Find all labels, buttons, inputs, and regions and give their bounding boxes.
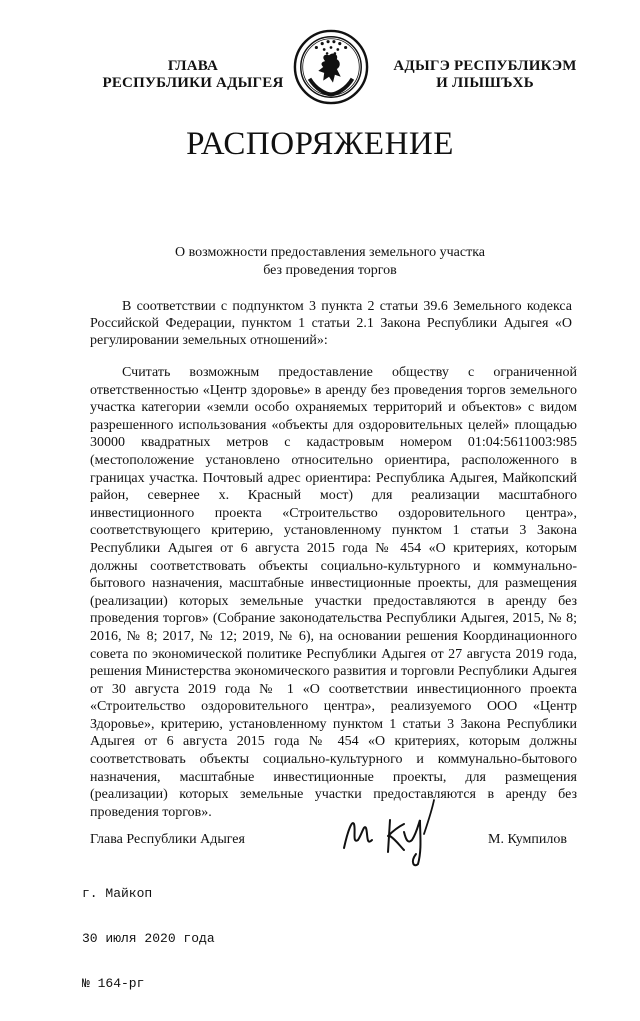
handwritten-signature bbox=[338, 790, 458, 870]
subject-line2: без проведения торгов bbox=[263, 263, 397, 278]
stamp-number: № 164-рг bbox=[82, 976, 145, 991]
subject-line1: О возможности предоставления земельного участка bbox=[174, 245, 486, 260]
signatory-name: М. Кумпилов bbox=[488, 832, 567, 847]
header-right bbox=[380, 58, 590, 92]
coat-of-arms-icon bbox=[292, 28, 370, 106]
header-left-line1: ГЛАВА bbox=[167, 58, 219, 74]
signatory-role: Глава Республики Адыгея bbox=[90, 832, 245, 847]
document-title: РАСПОРЯЖЕНИЕ bbox=[186, 126, 454, 162]
header-right-line2: И ЛІЫШЪХЬ bbox=[436, 75, 534, 91]
stamp-city: г. Майкоп bbox=[82, 886, 153, 901]
body-paragraph-2: Считать возможным предоставление обществу с ограниченной ответственностью «Центр здоровье» в аренду без проведения торгов земельного участка категории «земли особо охраняемых территорий и объектов» с видом разрешенного использования «объекты для оздоровительных целей» площадью 30000 квадратных метров с кадастровым номером 01:04:5611003:985 (местоположение установлено относительно ориентира, расположенного в границах участка. Почтовый адрес ориентира: Республика Адыгея, Майкопский район, севернее х. Красный мост) для реализации масштабного инвестиционного проекта «Строительство оздоровительного центра», соответствующего критерию, установленному пунктом 1 статьи 3 Закона Республики Адыгея от 6 августа 2015 года № 454 «О критериях, которым должны соответствовать объекты социально-культурного и коммунально-бытового назначения, масштабные инвестиционные проекты, для размещения (реализации) которых земельные участки предоставляются в аренду без проведения торгов» (Собрание законодательства Республики Адыгея, 2015, № 8; 2016, № 8; 2017, № 12; 2019, № 6), на основании решения Координационного совета по экономической политике Республики Адыгея от 27 августа 2019 года, решения Министерства экономического развития и торговли Республики Адыгея от 30 августа 2019 года № 1 «О соответствии инвестиционного проекта «Строительство оздоровительного центра», реализуемого ООО «Центр Здоровье», критерию, установленному пунктом 1 статьи 3 Закона Республики Адыгея от 6 августа 2015 года № 454 «О критериях, которым должны соответствовать объекты социально-культурного и коммунально-бытового назначения, масштабные инвестиционные проекты, для размещения (реализации) которых земельные участки предоставляются в аренду без проведения торгов». bbox=[90, 365, 577, 820]
document-subject bbox=[120, 244, 540, 280]
stamp-date: 30 июля 2020 года bbox=[82, 931, 215, 946]
body-paragraph-1: В соответствии с подпунктом 3 пункта 2 статьи 39.6 Земельного кодекса Российской Федерации, пунктом 1 статьи 2.1 Закона Республики Адыгея «О регулировании земельных отношений»: bbox=[90, 299, 572, 348]
header-right-line1: АДЫГЭ РЕСПУБЛИКЭМ bbox=[393, 58, 577, 74]
registration-stamp bbox=[82, 856, 215, 1021]
header-left bbox=[88, 58, 298, 92]
header-left-line2: РЕСПУБЛИКИ АДЫГЕЯ bbox=[102, 75, 284, 91]
